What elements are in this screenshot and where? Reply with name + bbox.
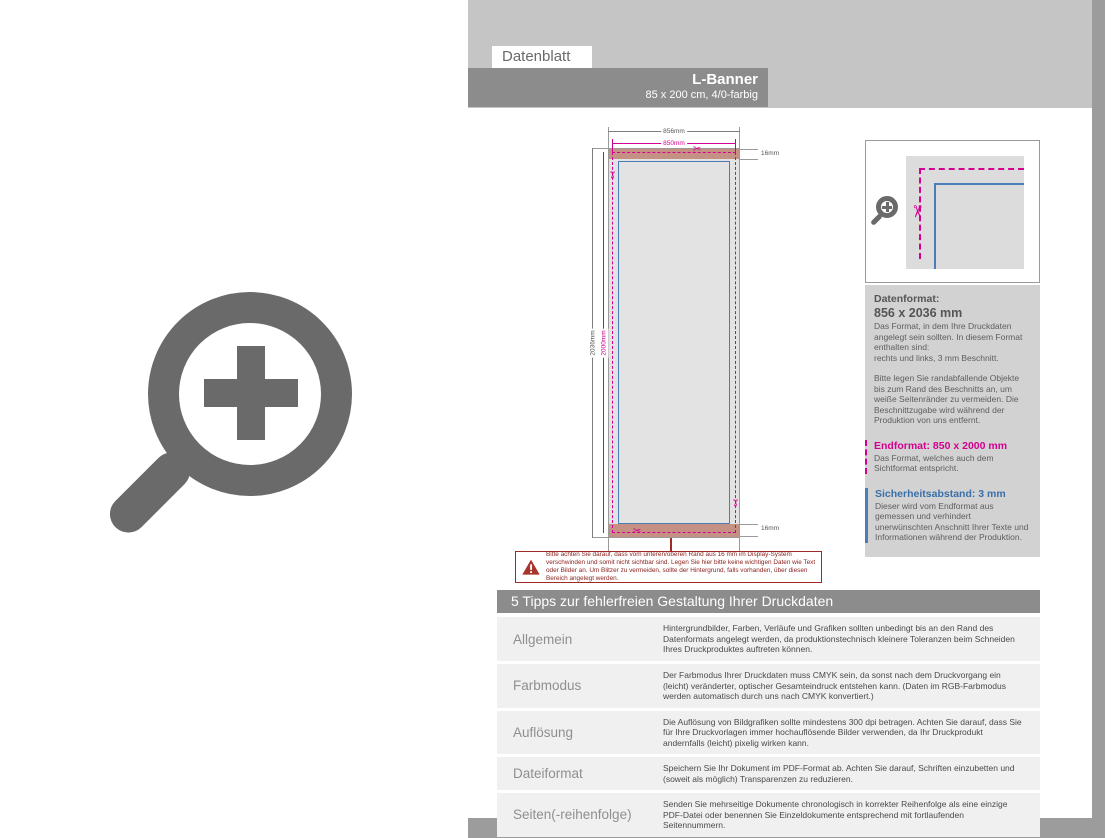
scissors-icon: ✂ xyxy=(729,498,741,508)
sicherheitsabstand-block xyxy=(865,488,1030,543)
scissors-icon: ✂ xyxy=(606,170,618,180)
tip-label: Allgemein xyxy=(513,631,573,647)
sicherheitsabstand-desc: Dieser wird vom Endformat aus gemessen und verhindert unerwünschten Anschnitt Ihrer Texte und Informationen während der Produktion. xyxy=(875,500,1029,542)
scissors-icon: ✂ xyxy=(633,526,642,537)
detail-safety-corner xyxy=(934,183,1024,269)
warning-box xyxy=(515,551,822,583)
tip-label: Auflösung xyxy=(513,724,574,740)
dimension-outer-width xyxy=(608,128,740,135)
tip-row-seitenreihenfolge xyxy=(497,793,1040,837)
dimension-label: 856mm xyxy=(663,128,685,135)
tip-row-aufloesung xyxy=(497,711,1040,755)
endformat-desc: Das Format, welches auch dem Sichtformat entspricht. xyxy=(874,452,994,473)
product-title-bar xyxy=(468,68,768,107)
page-edge-shadow xyxy=(1092,0,1105,838)
tip-text: Speichern Sie Ihr Dokument im PDF-Format ab. Achten Sie darauf, Schriften einzubetten und (soweit als möglich) Transparenzen zu reduzieren. xyxy=(663,763,1015,784)
datenformat-desc-objects: Bitte legen Sie randabfallende Objekte bis zum Rand des Beschnitts an, um weiße Seitenränder zu vermeiden. Die Beschnittzugabe wird während der Produktion von uns entfernt. xyxy=(874,373,1020,425)
plus-bar-vertical xyxy=(237,346,265,440)
tip-row-dateiformat xyxy=(497,757,1040,790)
warning-icon xyxy=(516,558,546,577)
datenformat-value: 856 x 2036 mm xyxy=(874,306,963,320)
extension-line xyxy=(608,538,609,552)
corner-detail-box xyxy=(865,140,1040,283)
dimension-inner-height xyxy=(600,152,608,533)
extension-line xyxy=(740,524,758,525)
extension-line xyxy=(740,149,758,150)
extension-line-magenta xyxy=(735,139,736,153)
tip-text: Der Farbmodus Ihrer Druckdaten muss CMYK sein, da sonst nach dem Druckvorgang ein (leicht) veränderter, optischer Gesamteindruck entstehen kann. (Daten im RGB-Farbmodus werden automatisch durch uns nach CMYK konvertiert.) xyxy=(663,670,1006,701)
dimension-outer-height xyxy=(589,148,597,538)
datenformat-desc-bleed: rechts und links, 3 mm Beschnitt. xyxy=(874,352,999,363)
dimension-label: 850mm xyxy=(663,140,685,147)
tips-header: 5 Tipps zur fehlerfreien Gestaltung Ihrer Druckdaten xyxy=(497,590,1040,613)
warning-connector-line xyxy=(670,538,672,552)
plus-bar-vertical xyxy=(886,202,889,212)
extension-line xyxy=(740,536,758,537)
endformat-block xyxy=(865,440,1030,474)
format-info-panel xyxy=(865,285,1040,557)
product-title: L-Banner xyxy=(692,71,758,88)
detail-cut-line-horizontal xyxy=(919,168,1024,170)
preview-pane xyxy=(0,0,468,838)
hidden-top-label: 16mm xyxy=(761,150,780,157)
tip-text: Senden Sie mehrseitige Dokumente chronologisch in korrekter Reihenfolge als eine einzige PDF-Datei oder benennen Sie Einzeldokumente entsprechend mit fortlaufenden Seitennummern. xyxy=(663,799,1008,830)
tip-row-farbmodus xyxy=(497,664,1040,708)
tip-row-allgemein xyxy=(497,617,1040,661)
datasheet-canvas xyxy=(468,0,1117,838)
dimension-label: 2036mm xyxy=(589,330,597,356)
tip-text: Hintergrundbilder, Farben, Verläufe und Grafiken sollten unbedingt bis an den Rand des Datenformats angelegt werden, da produktionstechnisch kleinere Toleranzen beim Schneiden Ihres Druckproduktes auftreten können. xyxy=(663,623,1015,655)
datenformat-title: Datenformat: xyxy=(874,293,940,305)
tip-label: Dateiformat xyxy=(513,766,583,781)
scissors-icon: ✂ xyxy=(907,204,927,219)
tip-label: Farbmodus xyxy=(513,678,582,694)
scissors-icon: ✂ xyxy=(693,144,702,155)
page-edge-white xyxy=(1105,0,1117,838)
tip-text: Die Auflösung von Bildgrafiken sollte mindestens 300 dpi betragen. Achten Sie darauf, dass Sie für Ihre Druckvorlagen immer hochauflösende Bilder verwenden, da Ihr Druckprodukt andernfalls (leicht) pixelig wirken kann. xyxy=(663,716,1022,748)
hidden-bottom-label: 16mm xyxy=(761,525,780,532)
dimension-inner-width xyxy=(612,140,736,147)
warning-text: Bitte achten Sie darauf, dass vom unteren/oberen Rand aus 16 mm im Display-System verschwinden und somit nicht sichtbar sind. Legen Sie hier bitte keine wichtigen Daten wie Text oder Bilder an. Um Blitzer zu vermeiden, sollte der Hintergrund, falls vorhanden, über diesen Bereich angelegt werden. xyxy=(546,551,816,582)
safety-margin-line xyxy=(618,161,730,524)
sicherheitsabstand-title: Sicherheitsabstand: 3 mm xyxy=(875,487,1006,500)
product-subtitle: 85 x 200 cm, 4/0-farbig xyxy=(645,89,758,101)
extension-line xyxy=(739,538,740,552)
datenblatt-tab: Datenblatt xyxy=(492,46,592,68)
datenformat-desc: Das Format, in dem Ihre Druckdaten angelegt sein sollten. In diesem Format enthalten sind: xyxy=(874,321,1023,352)
extension-line-magenta xyxy=(612,139,613,153)
extension-line xyxy=(740,159,758,160)
tips-table xyxy=(497,617,1040,837)
endformat-title: Endformat: 850 x 2000 mm xyxy=(874,439,1008,452)
extension-line xyxy=(592,148,608,149)
extension-line xyxy=(592,537,608,538)
tip-label: Seiten(-reihenfolge) xyxy=(513,807,632,823)
dimension-label: 2000mm xyxy=(600,329,608,356)
